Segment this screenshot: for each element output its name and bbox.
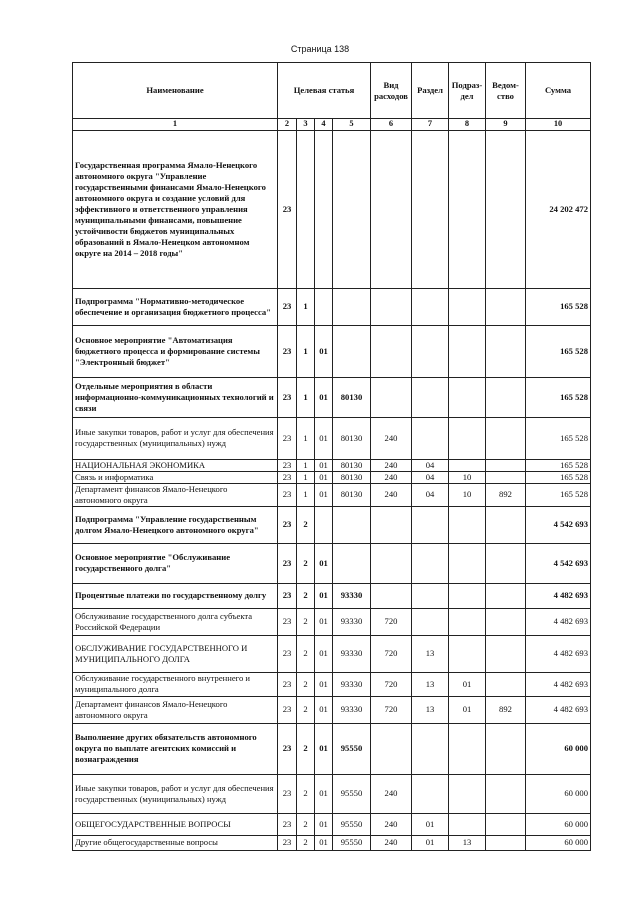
direction-code: 95550: [333, 723, 371, 774]
column-number: 1: [73, 119, 278, 131]
column-number: 7: [412, 119, 449, 131]
activity-code: [315, 288, 333, 325]
program-code: 23: [278, 813, 297, 835]
table-row: [73, 608, 591, 635]
subsection: [449, 635, 486, 672]
program-code: 23: [278, 459, 297, 471]
expense-type: 720: [371, 608, 412, 635]
column-number: 8: [449, 119, 486, 131]
row-sum: 165 528: [526, 288, 591, 325]
direction-code: 80130: [333, 459, 371, 471]
activity-code: 01: [315, 483, 333, 506]
program-code: 23: [278, 417, 297, 459]
subsection: [449, 506, 486, 543]
table-row: [73, 835, 591, 850]
row-name: Процентные платежи по государственному долгу: [73, 583, 278, 608]
table-body: [73, 130, 591, 850]
direction-code: 93330: [333, 696, 371, 723]
table-row: [73, 543, 591, 583]
row-name: Иные закупки товаров, работ и услуг для обеспечения государственных (муниципальных) нужд: [73, 774, 278, 813]
table-row: [73, 417, 591, 459]
activity-code: 01: [315, 608, 333, 635]
program-code: 23: [278, 635, 297, 672]
direction-code: [333, 325, 371, 377]
department: [486, 608, 526, 635]
expense-type: [371, 325, 412, 377]
subsection: [449, 774, 486, 813]
row-name: Подпрограмма "Нормативно-методическое обеспечение и организация бюджетного процесса": [73, 288, 278, 325]
budget-table: [72, 62, 591, 851]
subprogram-code: 2: [297, 635, 315, 672]
table-row: [73, 696, 591, 723]
header-expense-type: Вид расходов: [371, 63, 412, 119]
section: [412, 130, 449, 288]
program-code: 23: [278, 696, 297, 723]
direction-code: 95550: [333, 813, 371, 835]
section: 04: [412, 471, 449, 483]
program-code: 23: [278, 835, 297, 850]
row-name: Иные закупки товаров, работ и услуг для обеспечения государственных (муниципальных) нужд: [73, 417, 278, 459]
subsection: 01: [449, 672, 486, 696]
header-subsection: Подраз-дел: [449, 63, 486, 119]
program-code: 23: [278, 583, 297, 608]
department: [486, 635, 526, 672]
expense-type: 240: [371, 835, 412, 850]
department: [486, 583, 526, 608]
subsection: [449, 325, 486, 377]
department: [486, 325, 526, 377]
table-row: [73, 471, 591, 483]
program-code: 23: [278, 483, 297, 506]
subprogram-code: 1: [297, 325, 315, 377]
expense-type: 240: [371, 774, 412, 813]
activity-code: 01: [315, 672, 333, 696]
expense-type: 240: [371, 459, 412, 471]
subprogram-code: 2: [297, 543, 315, 583]
row-sum: 4 542 693: [526, 506, 591, 543]
expense-type: 240: [371, 483, 412, 506]
column-number: 3: [297, 119, 315, 131]
subsection: [449, 417, 486, 459]
subsection: 13: [449, 835, 486, 850]
subprogram-code: [297, 130, 315, 288]
row-sum: 60 000: [526, 835, 591, 850]
row-sum: 4 542 693: [526, 543, 591, 583]
section: 13: [412, 672, 449, 696]
activity-code: [315, 506, 333, 543]
subprogram-code: 1: [297, 483, 315, 506]
subsection: [449, 377, 486, 417]
activity-code: 01: [315, 543, 333, 583]
section: [412, 506, 449, 543]
row-name: Основное мероприятие "Обслуживание государственного долга": [73, 543, 278, 583]
activity-code: 01: [315, 835, 333, 850]
activity-code: 01: [315, 723, 333, 774]
direction-code: 93330: [333, 635, 371, 672]
direction-code: 95550: [333, 774, 371, 813]
section: [412, 325, 449, 377]
department: 892: [486, 696, 526, 723]
department: 892: [486, 483, 526, 506]
table-row: [73, 506, 591, 543]
table-row: [73, 672, 591, 696]
row-sum: 4 482 693: [526, 696, 591, 723]
column-number-row: [73, 119, 591, 131]
department: [486, 130, 526, 288]
direction-code: [333, 130, 371, 288]
row-sum: 165 528: [526, 471, 591, 483]
header-sum: Сумма: [526, 63, 591, 119]
department: [486, 723, 526, 774]
section: [412, 723, 449, 774]
table-row: [73, 774, 591, 813]
row-sum: 4 482 693: [526, 583, 591, 608]
program-code: 23: [278, 723, 297, 774]
subprogram-code: 2: [297, 813, 315, 835]
section: 04: [412, 483, 449, 506]
page-label: Страница 138: [290, 44, 350, 54]
header-department: Ведом-ство: [486, 63, 526, 119]
department: [486, 417, 526, 459]
header-row: [73, 63, 591, 119]
subprogram-code: 2: [297, 608, 315, 635]
program-code: 23: [278, 471, 297, 483]
subprogram-code: 2: [297, 723, 315, 774]
section: [412, 417, 449, 459]
table-row: [73, 288, 591, 325]
row-name: Выполнение других обязательств автономного округа по выплате агентских комиссий и вознаграждения: [73, 723, 278, 774]
column-number: 4: [315, 119, 333, 131]
department: [486, 835, 526, 850]
row-name: Отдельные мероприятия в области информационно-коммуникационных технологий и связи: [73, 377, 278, 417]
expense-type: 720: [371, 672, 412, 696]
row-sum: 60 000: [526, 774, 591, 813]
row-name: Основное мероприятие "Автоматизация бюджетного процесса и формирование системы "Электронный бюджет": [73, 325, 278, 377]
direction-code: 95550: [333, 835, 371, 850]
row-sum: 165 528: [526, 459, 591, 471]
row-name: НАЦИОНАЛЬНАЯ ЭКОНОМИКА: [73, 459, 278, 471]
row-name: Обслуживание государственного долга субъекта Российской Федерации: [73, 608, 278, 635]
activity-code: 01: [315, 696, 333, 723]
row-sum: 4 482 693: [526, 672, 591, 696]
section: 01: [412, 813, 449, 835]
direction-code: 93330: [333, 672, 371, 696]
subprogram-code: 2: [297, 583, 315, 608]
section: 01: [412, 835, 449, 850]
subsection: [449, 723, 486, 774]
expense-type: [371, 723, 412, 774]
section: [412, 377, 449, 417]
activity-code: 01: [315, 417, 333, 459]
row-name: Подпрограмма "Управление государственным долгом Ямало-Ненецкого автономного округа": [73, 506, 278, 543]
direction-code: 80130: [333, 417, 371, 459]
program-code: 23: [278, 377, 297, 417]
direction-code: [333, 543, 371, 583]
direction-code: 80130: [333, 471, 371, 483]
subsection: 01: [449, 696, 486, 723]
direction-code: 80130: [333, 377, 371, 417]
program-code: 23: [278, 608, 297, 635]
header-section: Раздел: [412, 63, 449, 119]
program-code: 23: [278, 288, 297, 325]
program-code: 23: [278, 774, 297, 813]
table-row: [73, 377, 591, 417]
department: [486, 288, 526, 325]
expense-type: 240: [371, 471, 412, 483]
subsection: [449, 130, 486, 288]
direction-code: 93330: [333, 583, 371, 608]
table-row: [73, 459, 591, 471]
expense-type: [371, 377, 412, 417]
subprogram-code: 2: [297, 506, 315, 543]
row-sum: 60 000: [526, 723, 591, 774]
section: 04: [412, 459, 449, 471]
row-sum: 4 482 693: [526, 608, 591, 635]
expense-type: 720: [371, 635, 412, 672]
direction-code: [333, 506, 371, 543]
row-sum: 165 528: [526, 377, 591, 417]
department: [486, 506, 526, 543]
department: [486, 543, 526, 583]
department: [486, 471, 526, 483]
table-row: [73, 583, 591, 608]
activity-code: 01: [315, 325, 333, 377]
row-sum: 165 528: [526, 417, 591, 459]
header-target: Целевая статья: [278, 63, 371, 119]
column-number: 6: [371, 119, 412, 131]
activity-code: 01: [315, 471, 333, 483]
subsection: [449, 543, 486, 583]
row-sum: 4 482 693: [526, 635, 591, 672]
subsection: 10: [449, 483, 486, 506]
subsection: [449, 583, 486, 608]
direction-code: [333, 288, 371, 325]
table-row: [73, 325, 591, 377]
row-name: Государственная программа Ямало-Ненецкого автономного округа "Управление государственными финансами Ямало-Ненецкого автономного округа и создание условий для эффективного и ответственного управления муниципальными финансами, повышение устойчивости бюджетов муниципальных образований в Ямало-Ненецком автономном округе на 2014 – 2018 годы": [73, 130, 278, 288]
row-sum: 165 528: [526, 325, 591, 377]
subsection: [449, 813, 486, 835]
subprogram-code: 2: [297, 696, 315, 723]
table-row: [73, 483, 591, 506]
program-code: 23: [278, 543, 297, 583]
row-sum: 165 528: [526, 483, 591, 506]
activity-code: 01: [315, 459, 333, 471]
program-code: 23: [278, 325, 297, 377]
subsection: 10: [449, 471, 486, 483]
activity-code: 01: [315, 635, 333, 672]
header-name: Наименование: [73, 63, 278, 119]
table-row: [73, 130, 591, 288]
expense-type: 720: [371, 696, 412, 723]
subsection: [449, 608, 486, 635]
row-name: Связь и информатика: [73, 471, 278, 483]
subprogram-code: 1: [297, 377, 315, 417]
department: [486, 459, 526, 471]
expense-type: [371, 288, 412, 325]
expense-type: [371, 130, 412, 288]
section: 13: [412, 635, 449, 672]
section: [412, 583, 449, 608]
section: [412, 288, 449, 325]
subprogram-code: 1: [297, 471, 315, 483]
subsection: [449, 459, 486, 471]
table-row: [73, 635, 591, 672]
row-name: ОБСЛУЖИВАНИЕ ГОСУДАРСТВЕННОГО И МУНИЦИПАЛЬНОГО ДОЛГА: [73, 635, 278, 672]
section: [412, 543, 449, 583]
expense-type: 240: [371, 813, 412, 835]
column-number: 2: [278, 119, 297, 131]
program-code: 23: [278, 130, 297, 288]
table-row: [73, 813, 591, 835]
program-code: 23: [278, 506, 297, 543]
section: 13: [412, 696, 449, 723]
activity-code: 01: [315, 377, 333, 417]
row-name: Департамент финансов Ямало-Ненецкого автономного округа: [73, 696, 278, 723]
section: [412, 774, 449, 813]
subsection: [449, 288, 486, 325]
department: [486, 672, 526, 696]
row-name: ОБЩЕГОСУДАРСТВЕННЫЕ ВОПРОСЫ: [73, 813, 278, 835]
subprogram-code: 1: [297, 417, 315, 459]
department: [486, 813, 526, 835]
department: [486, 774, 526, 813]
direction-code: 80130: [333, 483, 371, 506]
subprogram-code: 2: [297, 835, 315, 850]
activity-code: 01: [315, 774, 333, 813]
row-name: Другие общегосударственные вопросы: [73, 835, 278, 850]
expense-type: 240: [371, 417, 412, 459]
expense-type: [371, 506, 412, 543]
row-sum: 60 000: [526, 813, 591, 835]
column-number: 5: [333, 119, 371, 131]
row-sum: 24 202 472: [526, 130, 591, 288]
row-name: Обслуживание государственного внутреннего и муниципального долга: [73, 672, 278, 696]
subprogram-code: 2: [297, 672, 315, 696]
activity-code: [315, 130, 333, 288]
expense-type: [371, 583, 412, 608]
column-number: 10: [526, 119, 591, 131]
expense-type: [371, 543, 412, 583]
row-name: Департамент финансов Ямало-Ненецкого автономного округа: [73, 483, 278, 506]
program-code: 23: [278, 672, 297, 696]
subprogram-code: 1: [297, 288, 315, 325]
subprogram-code: 2: [297, 774, 315, 813]
section: [412, 608, 449, 635]
activity-code: 01: [315, 583, 333, 608]
activity-code: 01: [315, 813, 333, 835]
table-row: [73, 723, 591, 774]
subprogram-code: 1: [297, 459, 315, 471]
department: [486, 377, 526, 417]
direction-code: 93330: [333, 608, 371, 635]
column-number: 9: [486, 119, 526, 131]
